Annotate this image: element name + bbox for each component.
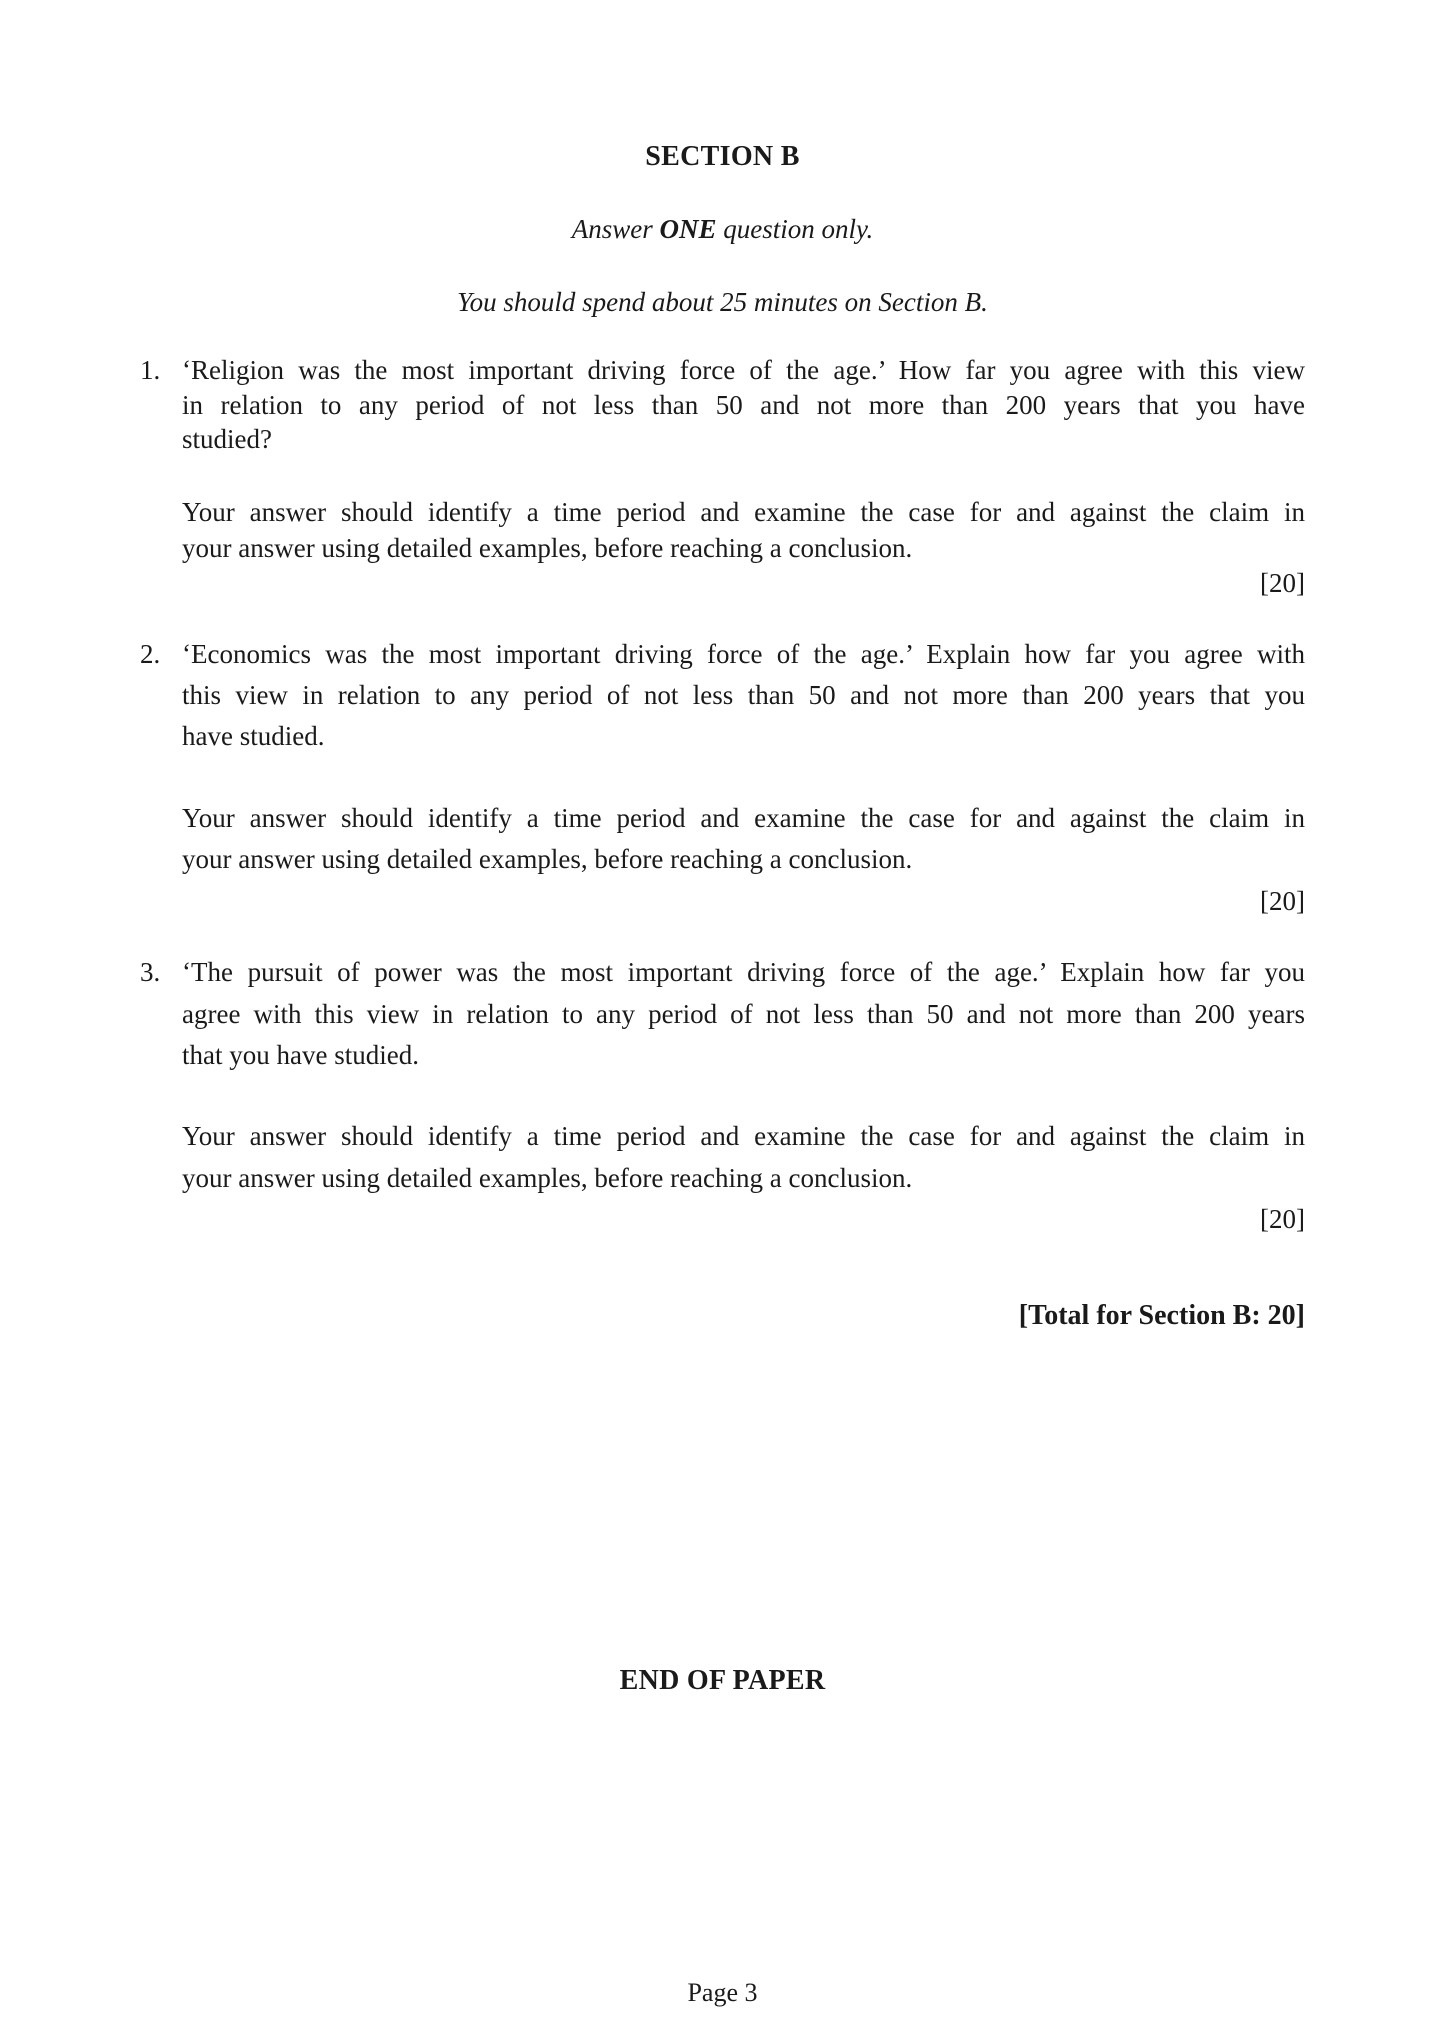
question-number: 3. [140, 957, 161, 987]
question-prompt-line: that you have studied. [182, 1040, 419, 1070]
question-guidance-line: your answer using detailed examples, before reaching a conclusion. [182, 844, 913, 874]
question-marks: [20] [1260, 1204, 1305, 1234]
question-guidance-line: your answer using detailed examples, before reaching a conclusion. [182, 1163, 913, 1193]
question-prompt-line: ‘Economics was the most important driving force of the age.’ Explain how far you agree with [182, 639, 1305, 669]
instruction-suffix: question only. [723, 214, 874, 244]
page-number: Page 3 [687, 1978, 758, 2007]
question-guidance-line: Your answer should identify a time period and examine the case for and against the claim in [182, 1121, 1305, 1151]
question-marks: [20] [1260, 886, 1305, 916]
question-marks: [20] [1260, 568, 1305, 598]
question-prompt-line: agree with this view in relation to any period of not less than 50 and not more than 200 years [182, 999, 1305, 1029]
question-number: 1. [140, 355, 161, 385]
end-of-paper: END OF PAPER [619, 1665, 826, 1696]
section-total: [Total for Section B: 20] [1018, 1300, 1305, 1331]
question-prompt-line: have studied. [182, 721, 325, 751]
question-prompt-line: ‘The pursuit of power was the most important driving force of the age.’ Explain how far you [182, 957, 1305, 987]
answer-instruction [0, 216, 1445, 243]
time-note: You should spend about 25 minutes on Section B. [457, 287, 988, 317]
section-title: SECTION B [645, 141, 800, 172]
question-prompt-line: studied? [182, 424, 272, 454]
question-guidance-line: your answer using detailed examples, before reaching a conclusion. [182, 533, 913, 563]
question-number: 2. [140, 639, 161, 669]
question-prompt-line: in relation to any period of not less than 50 and not more than 200 years that you have [182, 390, 1305, 420]
question-prompt-line: ‘Religion was the most important driving force of the age.’ How far you agree with this view [182, 355, 1305, 385]
instruction-emphasis: ONE [659, 214, 717, 244]
question-prompt-line: this view in relation to any period of not less than 50 and not more than 200 years that you [182, 680, 1305, 710]
question-guidance-line: Your answer should identify a time period and examine the case for and against the claim in [182, 803, 1305, 833]
question-guidance-line: Your answer should identify a time period and examine the case for and against the claim in [182, 497, 1305, 527]
instruction-prefix: Answer [571, 214, 653, 244]
